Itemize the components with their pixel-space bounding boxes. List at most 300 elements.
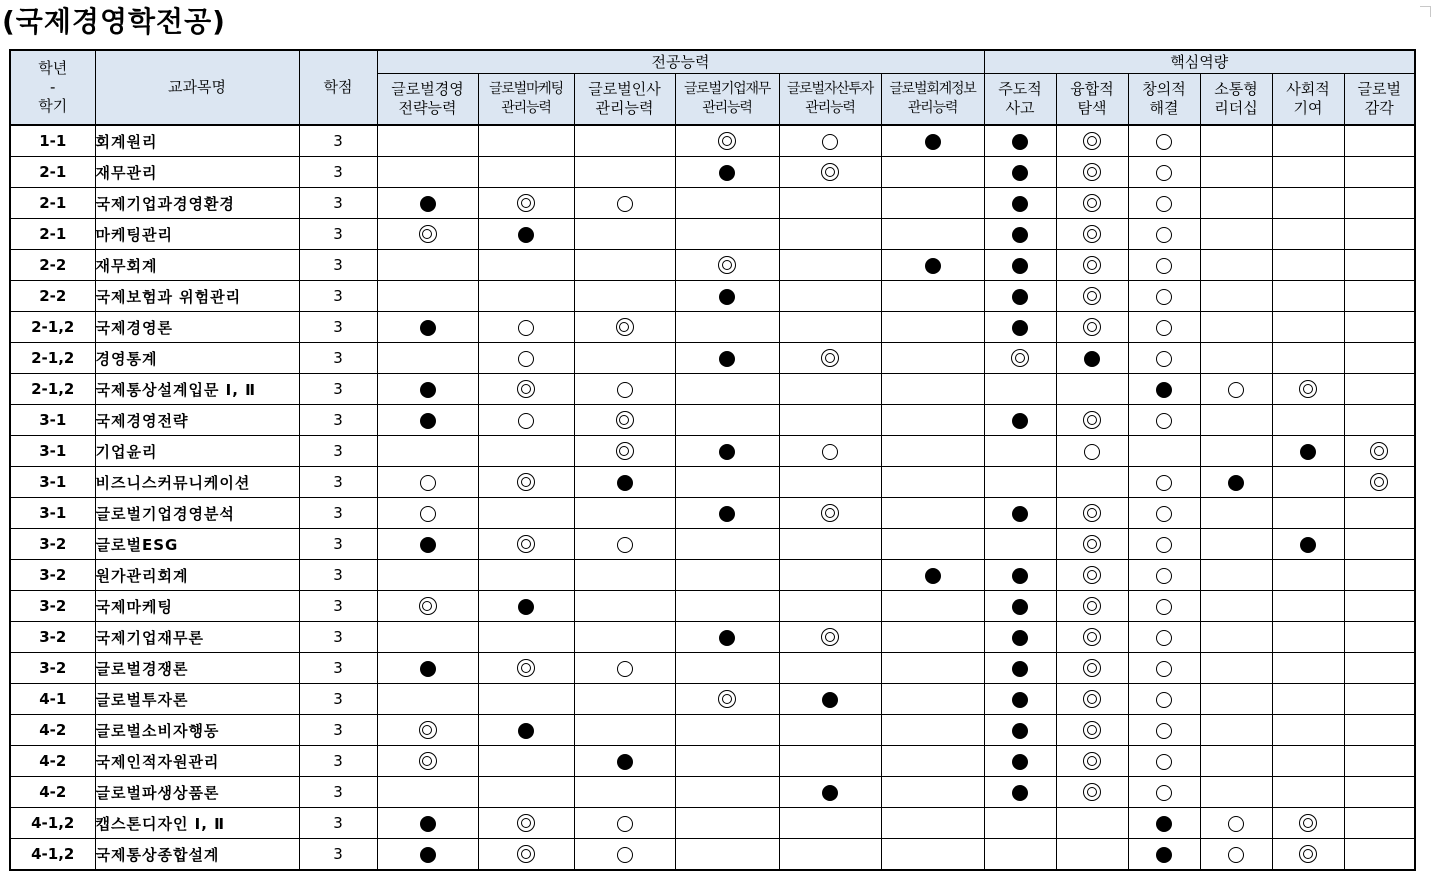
double-circle-icon: [616, 442, 634, 460]
major-competency-cell: [881, 653, 984, 684]
header-major-line2: 관리능력: [702, 100, 752, 116]
course-name-cell: 글로벌파생상품론: [95, 777, 299, 808]
major-competency-cell: [881, 436, 984, 467]
major-competency-cell: [574, 653, 675, 684]
major-competency-cell: [881, 560, 984, 591]
major-competency-cell: [377, 622, 478, 653]
header-grade-label: 학년: [38, 59, 68, 77]
header-major-line2: 전략능력: [398, 99, 457, 117]
core-competency-cell: [1128, 591, 1200, 622]
course-name-cell: 기업윤리: [95, 436, 299, 467]
core-competency-cell: [1344, 312, 1415, 343]
major-competency-cell: [574, 560, 675, 591]
core-competency-cell: [1128, 684, 1200, 715]
core-competency-cell: [1128, 281, 1200, 312]
core-competency-cell: [1200, 839, 1272, 871]
double-circle-icon: [419, 225, 437, 243]
major-competency-cell: [881, 219, 984, 250]
course-name-cell: 재무관리: [95, 157, 299, 188]
core-competency-cell: [984, 343, 1056, 374]
hollow-circle-icon: [617, 661, 633, 677]
major-competency-cell: [377, 684, 478, 715]
hollow-circle-icon: [617, 382, 633, 398]
filled-circle-icon: [1012, 413, 1028, 429]
filled-circle-icon: [1084, 351, 1100, 367]
major-competency-cell: [675, 281, 779, 312]
major-competency-cell: [675, 436, 779, 467]
major-competency-cell: [377, 312, 478, 343]
core-competency-cell: [1272, 157, 1344, 188]
core-competency-cell: [1272, 436, 1344, 467]
core-competency-cell: [1056, 746, 1128, 777]
major-competency-cell: [478, 219, 574, 250]
double-circle-icon: [1083, 132, 1101, 150]
filled-circle-icon: [518, 599, 534, 615]
credit-cell: 3: [299, 560, 377, 591]
major-competency-cell: [881, 250, 984, 281]
core-competency-cell: [1200, 405, 1272, 436]
major-competency-cell: [881, 405, 984, 436]
core-competency-cell: [1272, 498, 1344, 529]
filled-circle-icon: [1012, 227, 1028, 243]
double-circle-icon: [517, 845, 535, 863]
core-competency-cell: [1272, 777, 1344, 808]
core-competency-cell: [1272, 715, 1344, 746]
credit-cell: 3: [299, 343, 377, 374]
filled-circle-icon: [1012, 754, 1028, 770]
table-row: [10, 839, 1415, 871]
major-competency-cell: [779, 405, 881, 436]
major-competency-cell: [675, 374, 779, 405]
header-core-line2: 탐색: [1077, 99, 1107, 117]
major-competency-cell: [779, 467, 881, 498]
major-competency-cell: [478, 405, 574, 436]
hollow-circle-icon: [518, 320, 534, 336]
major-competency-cell: [881, 467, 984, 498]
core-competency-cell: [1272, 281, 1344, 312]
table-row: [10, 312, 1415, 343]
grade-term-cell: 2-1,2: [10, 343, 95, 374]
header-core-line2: 감각: [1364, 99, 1394, 117]
core-competency-cell: [1128, 777, 1200, 808]
major-competency-cell: [377, 808, 478, 839]
major-competency-cell: [881, 777, 984, 808]
major-competency-cell: [377, 839, 478, 871]
double-circle-icon: [718, 256, 736, 274]
core-competency-cell: [1344, 529, 1415, 560]
course-name-cell: 국제기업재무론: [95, 622, 299, 653]
header-core-line2: 사고: [1005, 99, 1035, 117]
major-competency-cell: [478, 374, 574, 405]
core-competency-cell: [1200, 777, 1272, 808]
major-competency-cell: [881, 281, 984, 312]
major-competency-cell: [574, 498, 675, 529]
grade-term-cell: 2-1: [10, 157, 95, 188]
major-competency-cell: [779, 839, 881, 871]
credit-cell: 3: [299, 467, 377, 498]
credit-cell: 3: [299, 622, 377, 653]
major-competency-cell: [881, 684, 984, 715]
double-circle-icon: [1299, 380, 1317, 398]
core-competency-cell: [1344, 622, 1415, 653]
matrix-body: [10, 125, 1415, 870]
core-competency-cell: [1128, 622, 1200, 653]
filled-circle-icon: [822, 785, 838, 801]
header-core-column: [1344, 74, 1415, 126]
double-circle-icon: [419, 721, 437, 739]
major-competency-cell: [779, 281, 881, 312]
major-competency-cell: [675, 250, 779, 281]
major-competency-cell: [377, 498, 478, 529]
filled-circle-icon: [1012, 258, 1028, 274]
major-competency-cell: [675, 343, 779, 374]
header-core-line2: 리더십: [1214, 99, 1258, 117]
grade-term-cell: 3-2: [10, 622, 95, 653]
core-competency-cell: [1272, 312, 1344, 343]
major-competency-cell: [881, 312, 984, 343]
core-competency-cell: [984, 591, 1056, 622]
table-row: [10, 746, 1415, 777]
double-circle-icon: [1083, 597, 1101, 615]
double-circle-icon: [821, 628, 839, 646]
hollow-circle-icon: [518, 413, 534, 429]
double-circle-icon: [1083, 721, 1101, 739]
header-core-column: [1272, 74, 1344, 126]
core-competency-cell: [1128, 715, 1200, 746]
major-competency-cell: [478, 529, 574, 560]
major-competency-cell: [377, 777, 478, 808]
table-row: [10, 157, 1415, 188]
core-competency-cell: [1344, 746, 1415, 777]
core-competency-cell: [984, 374, 1056, 405]
grade-term-cell: 3-2: [10, 560, 95, 591]
course-name-cell: 국제통상종합설계: [95, 839, 299, 871]
double-circle-icon: [1083, 411, 1101, 429]
core-competency-cell: [1128, 405, 1200, 436]
double-circle-icon: [718, 132, 736, 150]
filled-circle-icon: [822, 692, 838, 708]
core-competency-cell: [1056, 560, 1128, 591]
core-competency-cell: [1200, 498, 1272, 529]
double-circle-icon: [1083, 659, 1101, 677]
major-competency-cell: [574, 746, 675, 777]
core-competency-cell: [1128, 312, 1200, 343]
table-row: [10, 250, 1415, 281]
major-competency-cell: [478, 281, 574, 312]
core-competency-cell: [1200, 312, 1272, 343]
major-competency-cell: [779, 684, 881, 715]
major-competency-cell: [377, 746, 478, 777]
major-competency-cell: [478, 839, 574, 871]
core-competency-cell: [1056, 436, 1128, 467]
core-competency-cell: [984, 839, 1056, 871]
header-major-line1: 글로벌회계정보: [889, 81, 976, 97]
core-competency-cell: [1200, 746, 1272, 777]
core-competency-cell: [1200, 157, 1272, 188]
major-competency-cell: [377, 188, 478, 219]
hollow-circle-icon: [1228, 847, 1244, 863]
filled-circle-icon: [1156, 847, 1172, 863]
hollow-circle-icon: [1156, 165, 1172, 181]
credit-cell: 3: [299, 312, 377, 343]
major-competency-cell: [675, 219, 779, 250]
core-competency-cell: [1200, 343, 1272, 374]
major-competency-cell: [478, 467, 574, 498]
filled-circle-icon: [518, 723, 534, 739]
double-circle-icon: [517, 473, 535, 491]
filled-circle-icon: [420, 382, 436, 398]
core-competency-cell: [1056, 374, 1128, 405]
core-competency-cell: [1128, 219, 1200, 250]
credit-cell: 3: [299, 405, 377, 436]
grade-term-cell: 3-1: [10, 467, 95, 498]
major-competency-cell: [377, 529, 478, 560]
grade-term-cell: 3-1: [10, 436, 95, 467]
major-competency-cell: [478, 312, 574, 343]
core-competency-cell: [1344, 591, 1415, 622]
core-competency-cell: [1344, 808, 1415, 839]
major-competency-cell: [478, 808, 574, 839]
core-competency-cell: [984, 498, 1056, 529]
header-core-column: [984, 74, 1056, 126]
major-competency-cell: [779, 374, 881, 405]
core-competency-cell: [1344, 653, 1415, 684]
double-circle-icon: [718, 690, 736, 708]
filled-circle-icon: [1228, 475, 1244, 491]
major-competency-cell: [574, 777, 675, 808]
header-major-line1: 글로벌경영: [391, 80, 464, 98]
course-name-cell: 글로벌소비자행동: [95, 715, 299, 746]
core-competency-cell: [1128, 343, 1200, 374]
core-competency-cell: [1128, 374, 1200, 405]
filled-circle-icon: [719, 351, 735, 367]
major-competency-cell: [574, 622, 675, 653]
core-competency-cell: [1200, 188, 1272, 219]
major-competency-cell: [779, 343, 881, 374]
header-grade-term: [10, 50, 95, 125]
core-competency-cell: [1056, 188, 1128, 219]
major-competency-cell: [574, 188, 675, 219]
hollow-circle-icon: [1156, 692, 1172, 708]
core-competency-cell: [1056, 715, 1128, 746]
header-major-column: [881, 74, 984, 126]
header-separator-label: -: [50, 78, 56, 96]
core-competency-cell: [1344, 467, 1415, 498]
header-core-line1: 사회적: [1286, 80, 1330, 98]
major-competency-cell: [881, 157, 984, 188]
credit-cell: 3: [299, 839, 377, 871]
double-circle-icon: [821, 504, 839, 522]
double-circle-icon: [1083, 256, 1101, 274]
core-competency-cell: [1128, 467, 1200, 498]
double-circle-icon: [517, 380, 535, 398]
core-competency-cell: [1344, 777, 1415, 808]
major-competency-cell: [478, 684, 574, 715]
major-competency-cell: [779, 808, 881, 839]
credit-cell: 3: [299, 715, 377, 746]
hollow-circle-icon: [1228, 816, 1244, 832]
double-circle-icon: [1083, 163, 1101, 181]
double-circle-icon: [616, 318, 634, 336]
table-row: [10, 498, 1415, 529]
core-competency-cell: [1056, 622, 1128, 653]
core-competency-cell: [1056, 529, 1128, 560]
core-competency-cell: [1056, 684, 1128, 715]
credit-cell: 3: [299, 529, 377, 560]
major-competency-cell: [881, 343, 984, 374]
course-name-cell: 마케팅관리: [95, 219, 299, 250]
header-core-line1: 창의적: [1142, 80, 1186, 98]
filled-circle-icon: [420, 661, 436, 677]
double-circle-icon: [419, 752, 437, 770]
major-competency-cell: [574, 343, 675, 374]
grade-term-cell: 4-2: [10, 777, 95, 808]
competency-matrix-table: [9, 49, 1416, 871]
hollow-circle-icon: [518, 351, 534, 367]
major-competency-cell: [574, 405, 675, 436]
core-competency-cell: [1200, 281, 1272, 312]
core-competency-cell: [1272, 125, 1344, 157]
major-competency-cell: [779, 219, 881, 250]
major-competency-cell: [478, 622, 574, 653]
core-competency-cell: [1128, 498, 1200, 529]
core-competency-cell: [984, 250, 1056, 281]
core-competency-cell: [1056, 808, 1128, 839]
core-competency-cell: [1056, 157, 1128, 188]
hollow-circle-icon: [1156, 785, 1172, 801]
core-competency-cell: [1056, 467, 1128, 498]
core-competency-cell: [1128, 125, 1200, 157]
filled-circle-icon: [420, 196, 436, 212]
filled-circle-icon: [518, 227, 534, 243]
core-competency-cell: [984, 467, 1056, 498]
major-competency-cell: [478, 746, 574, 777]
core-competency-cell: [1344, 405, 1415, 436]
major-competency-cell: [377, 125, 478, 157]
filled-circle-icon: [1156, 382, 1172, 398]
major-competency-cell: [675, 684, 779, 715]
hollow-circle-icon: [1156, 320, 1172, 336]
double-circle-icon: [419, 597, 437, 615]
major-competency-cell: [779, 498, 881, 529]
major-competency-cell: [881, 188, 984, 219]
grade-term-cell: 4-2: [10, 746, 95, 777]
hollow-circle-icon: [1156, 630, 1172, 646]
double-circle-icon: [1083, 287, 1101, 305]
credit-cell: 3: [299, 281, 377, 312]
table-row: [10, 715, 1415, 746]
double-circle-icon: [1299, 814, 1317, 832]
table-row: [10, 405, 1415, 436]
hollow-circle-icon: [1156, 413, 1172, 429]
core-competency-cell: [1272, 374, 1344, 405]
major-competency-cell: [779, 560, 881, 591]
core-competency-cell: [1200, 653, 1272, 684]
header-core-line1: 글로벌: [1357, 80, 1401, 98]
core-competency-cell: [984, 219, 1056, 250]
credit-cell: 3: [299, 219, 377, 250]
header-major-line2: 관리능력: [595, 99, 654, 117]
core-competency-cell: [1272, 560, 1344, 591]
table-row: [10, 529, 1415, 560]
double-circle-icon: [616, 411, 634, 429]
core-competency-cell: [1272, 808, 1344, 839]
major-competency-cell: [881, 374, 984, 405]
core-competency-cell: [1344, 157, 1415, 188]
major-competency-cell: [478, 188, 574, 219]
major-competency-cell: [478, 343, 574, 374]
hollow-circle-icon: [1156, 258, 1172, 274]
double-circle-icon: [1299, 845, 1317, 863]
header-course: 교과목명: [95, 50, 299, 125]
major-competency-cell: [574, 374, 675, 405]
core-competency-cell: [984, 684, 1056, 715]
major-competency-cell: [779, 746, 881, 777]
course-name-cell: 회계원리: [95, 125, 299, 157]
core-competency-cell: [1128, 839, 1200, 871]
major-competency-cell: [779, 312, 881, 343]
filled-circle-icon: [420, 816, 436, 832]
filled-circle-icon: [1300, 444, 1316, 460]
double-circle-icon: [1083, 225, 1101, 243]
filled-circle-icon: [719, 506, 735, 522]
table-row: [10, 188, 1415, 219]
core-competency-cell: [1200, 436, 1272, 467]
grade-term-cell: 3-2: [10, 653, 95, 684]
core-competency-cell: [984, 188, 1056, 219]
core-competency-cell: [1272, 746, 1344, 777]
double-circle-icon: [517, 659, 535, 677]
major-competency-cell: [881, 498, 984, 529]
filled-circle-icon: [1012, 289, 1028, 305]
credit-cell: 3: [299, 157, 377, 188]
course-name-cell: 글로벌기업경영분석: [95, 498, 299, 529]
filled-circle-icon: [719, 165, 735, 181]
filled-circle-icon: [420, 537, 436, 553]
major-competency-cell: [881, 808, 984, 839]
core-competency-cell: [1056, 281, 1128, 312]
course-name-cell: 국제인적자원관리: [95, 746, 299, 777]
credit-cell: 3: [299, 746, 377, 777]
core-competency-cell: [1128, 808, 1200, 839]
major-competency-cell: [675, 125, 779, 157]
header-major-line2: 관리능력: [907, 100, 958, 116]
major-competency-cell: [675, 808, 779, 839]
core-competency-cell: [1200, 591, 1272, 622]
double-circle-icon: [1083, 628, 1101, 646]
header-core-line2: 해결: [1149, 99, 1179, 117]
hollow-circle-icon: [1156, 196, 1172, 212]
core-competency-cell: [1272, 591, 1344, 622]
credit-cell: 3: [299, 684, 377, 715]
major-competency-cell: [478, 715, 574, 746]
filled-circle-icon: [1012, 196, 1028, 212]
hollow-circle-icon: [1228, 382, 1244, 398]
course-name-cell: 국제경영론: [95, 312, 299, 343]
filled-circle-icon: [925, 134, 941, 150]
grade-term-cell: 3-2: [10, 529, 95, 560]
core-competency-cell: [984, 529, 1056, 560]
header-core-column: [1056, 74, 1128, 126]
filled-circle-icon: [1156, 816, 1172, 832]
credit-cell: 3: [299, 188, 377, 219]
header-major-column: [478, 74, 574, 126]
grade-term-cell: 3-1: [10, 405, 95, 436]
course-name-cell: 글로벌투자론: [95, 684, 299, 715]
table-row: [10, 808, 1415, 839]
filled-circle-icon: [925, 258, 941, 274]
course-name-cell: 경영통계: [95, 343, 299, 374]
